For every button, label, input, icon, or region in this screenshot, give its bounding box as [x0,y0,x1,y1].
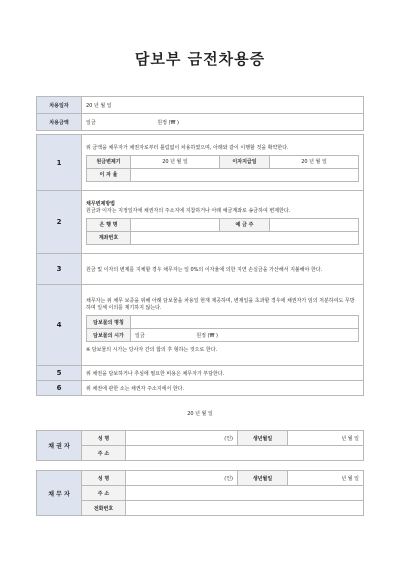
debtor-birth-value[interactable]: 년 월 일 [288,471,364,486]
section-3-text: 원금 및 이자의 변제를 지체할 경우 채무자는 일 0%의 이자율에 의한 지연 손실금을 가산해서 지불해야 한다. [82,254,364,285]
debtor-phone-value[interactable] [126,501,364,516]
debtor-table [36,470,364,516]
amount-value[interactable] [82,114,364,131]
creditor-name-value[interactable] [126,431,238,446]
account-value[interactable] [131,231,359,244]
section-1-text: 위 금액을 채무자가 채권자로부터 틀림없이 차용하였으며, 아래와 같이 이행할 것을 확약한다. [86,144,289,151]
section-5-text: 위 채권을 담보하거나 추심에 필요한 비용은 채무자가 부담한다. [82,366,364,381]
amount-label: 차용금액 [37,114,82,131]
repay-label: 원금변제기 [87,155,131,168]
interest-rate-value[interactable] [131,168,359,181]
creditor-name-label: 성 명 [82,431,126,446]
repay-table [86,155,359,182]
section-1-number: 1 [37,135,82,191]
page-title: 담보부 금전차용증 [134,50,266,68]
creditor-label: 채 권 자 [37,431,82,461]
interest-date-label: 이자지급일 [220,155,270,168]
creditor-birth-label: 생년월일 [238,431,288,446]
bank-value[interactable] [131,218,220,231]
collateral-table [86,315,359,342]
debtor-phone-label: 전화번호 [82,501,126,516]
section-4-text: 채무자는 위 채무 보증을 위해 아래 담보물을 차용일 현재 제공하며, 변제일을 초과할 경우에 채권자가 임의 처분하여도 무방하며 일체 이의를 제기하지 않는다. [86,298,355,311]
section-3-number: 3 [37,254,82,285]
section-1 [82,135,364,191]
debtor-addr-label: 주 소 [82,486,126,501]
debtor-birth-label: 생년월일 [238,471,288,486]
account-label: 계좌번호 [87,231,131,244]
loan-info-table [36,96,364,131]
price-suffix: 원정 (₩ ) [196,332,218,339]
collateral-value[interactable] [131,316,359,329]
signing-date: 20 년 월 일 [187,411,213,417]
price-prefix: 일금 [135,332,145,339]
creditor-birth-value[interactable]: 년 월 일 [288,431,364,446]
interest-date[interactable]: 20 년 월 일 [270,155,359,168]
method-title: 채무변제방법 [86,200,115,207]
debtor-label: 채 무 자 [37,471,82,516]
creditor-addr-label: 주 소 [82,446,126,461]
collateral-label: 담보물의 명칭 [87,316,131,329]
creditor-seal: (인) [224,435,233,442]
method-text: 원금과 이자는 지정일자에 채권자의 주소지에 지참하거나 아래 예금계좌로 송금하여 변제한다. [86,207,291,214]
amount-prefix: 일금 [86,119,96,126]
debtor-addr-value[interactable] [126,486,364,501]
depositor-label: 예 금 주 [220,218,270,231]
depositor-value[interactable] [270,218,359,231]
price-label: 담보물의 시가 [87,329,131,342]
section-6-text: 위 채권에 관한 소는 채권자 주소지에서 한다. [82,381,364,396]
bank-table [86,218,359,245]
terms-table [36,134,364,396]
debtor-name-value[interactable] [126,471,238,486]
date-label: 차용일자 [37,97,82,114]
interest-rate-label: 이 자 율 [87,168,131,181]
debtor-seal: (인) [224,475,233,482]
date-value[interactable]: 20 년 월 일 [82,97,364,114]
collateral-note: ※ 담보물의 시가는 당사자 간의 합의 후 형하는 것으로 한다. [86,347,218,353]
section-4 [82,285,364,366]
section-6-number: 6 [37,381,82,396]
bank-label: 은 행 명 [87,218,131,231]
amount-suffix: 원정 (₩ ) [157,119,179,126]
debtor-name-label: 성 명 [82,471,126,486]
section-2-number: 2 [37,191,82,254]
price-value[interactable] [131,329,359,342]
section-4-number: 4 [37,285,82,366]
section-2 [82,191,364,254]
repay-date[interactable]: 20 년 월 일 [131,155,220,168]
section-5-number: 5 [37,366,82,381]
parties-table [36,430,364,461]
creditor-addr-value[interactable] [126,446,364,461]
